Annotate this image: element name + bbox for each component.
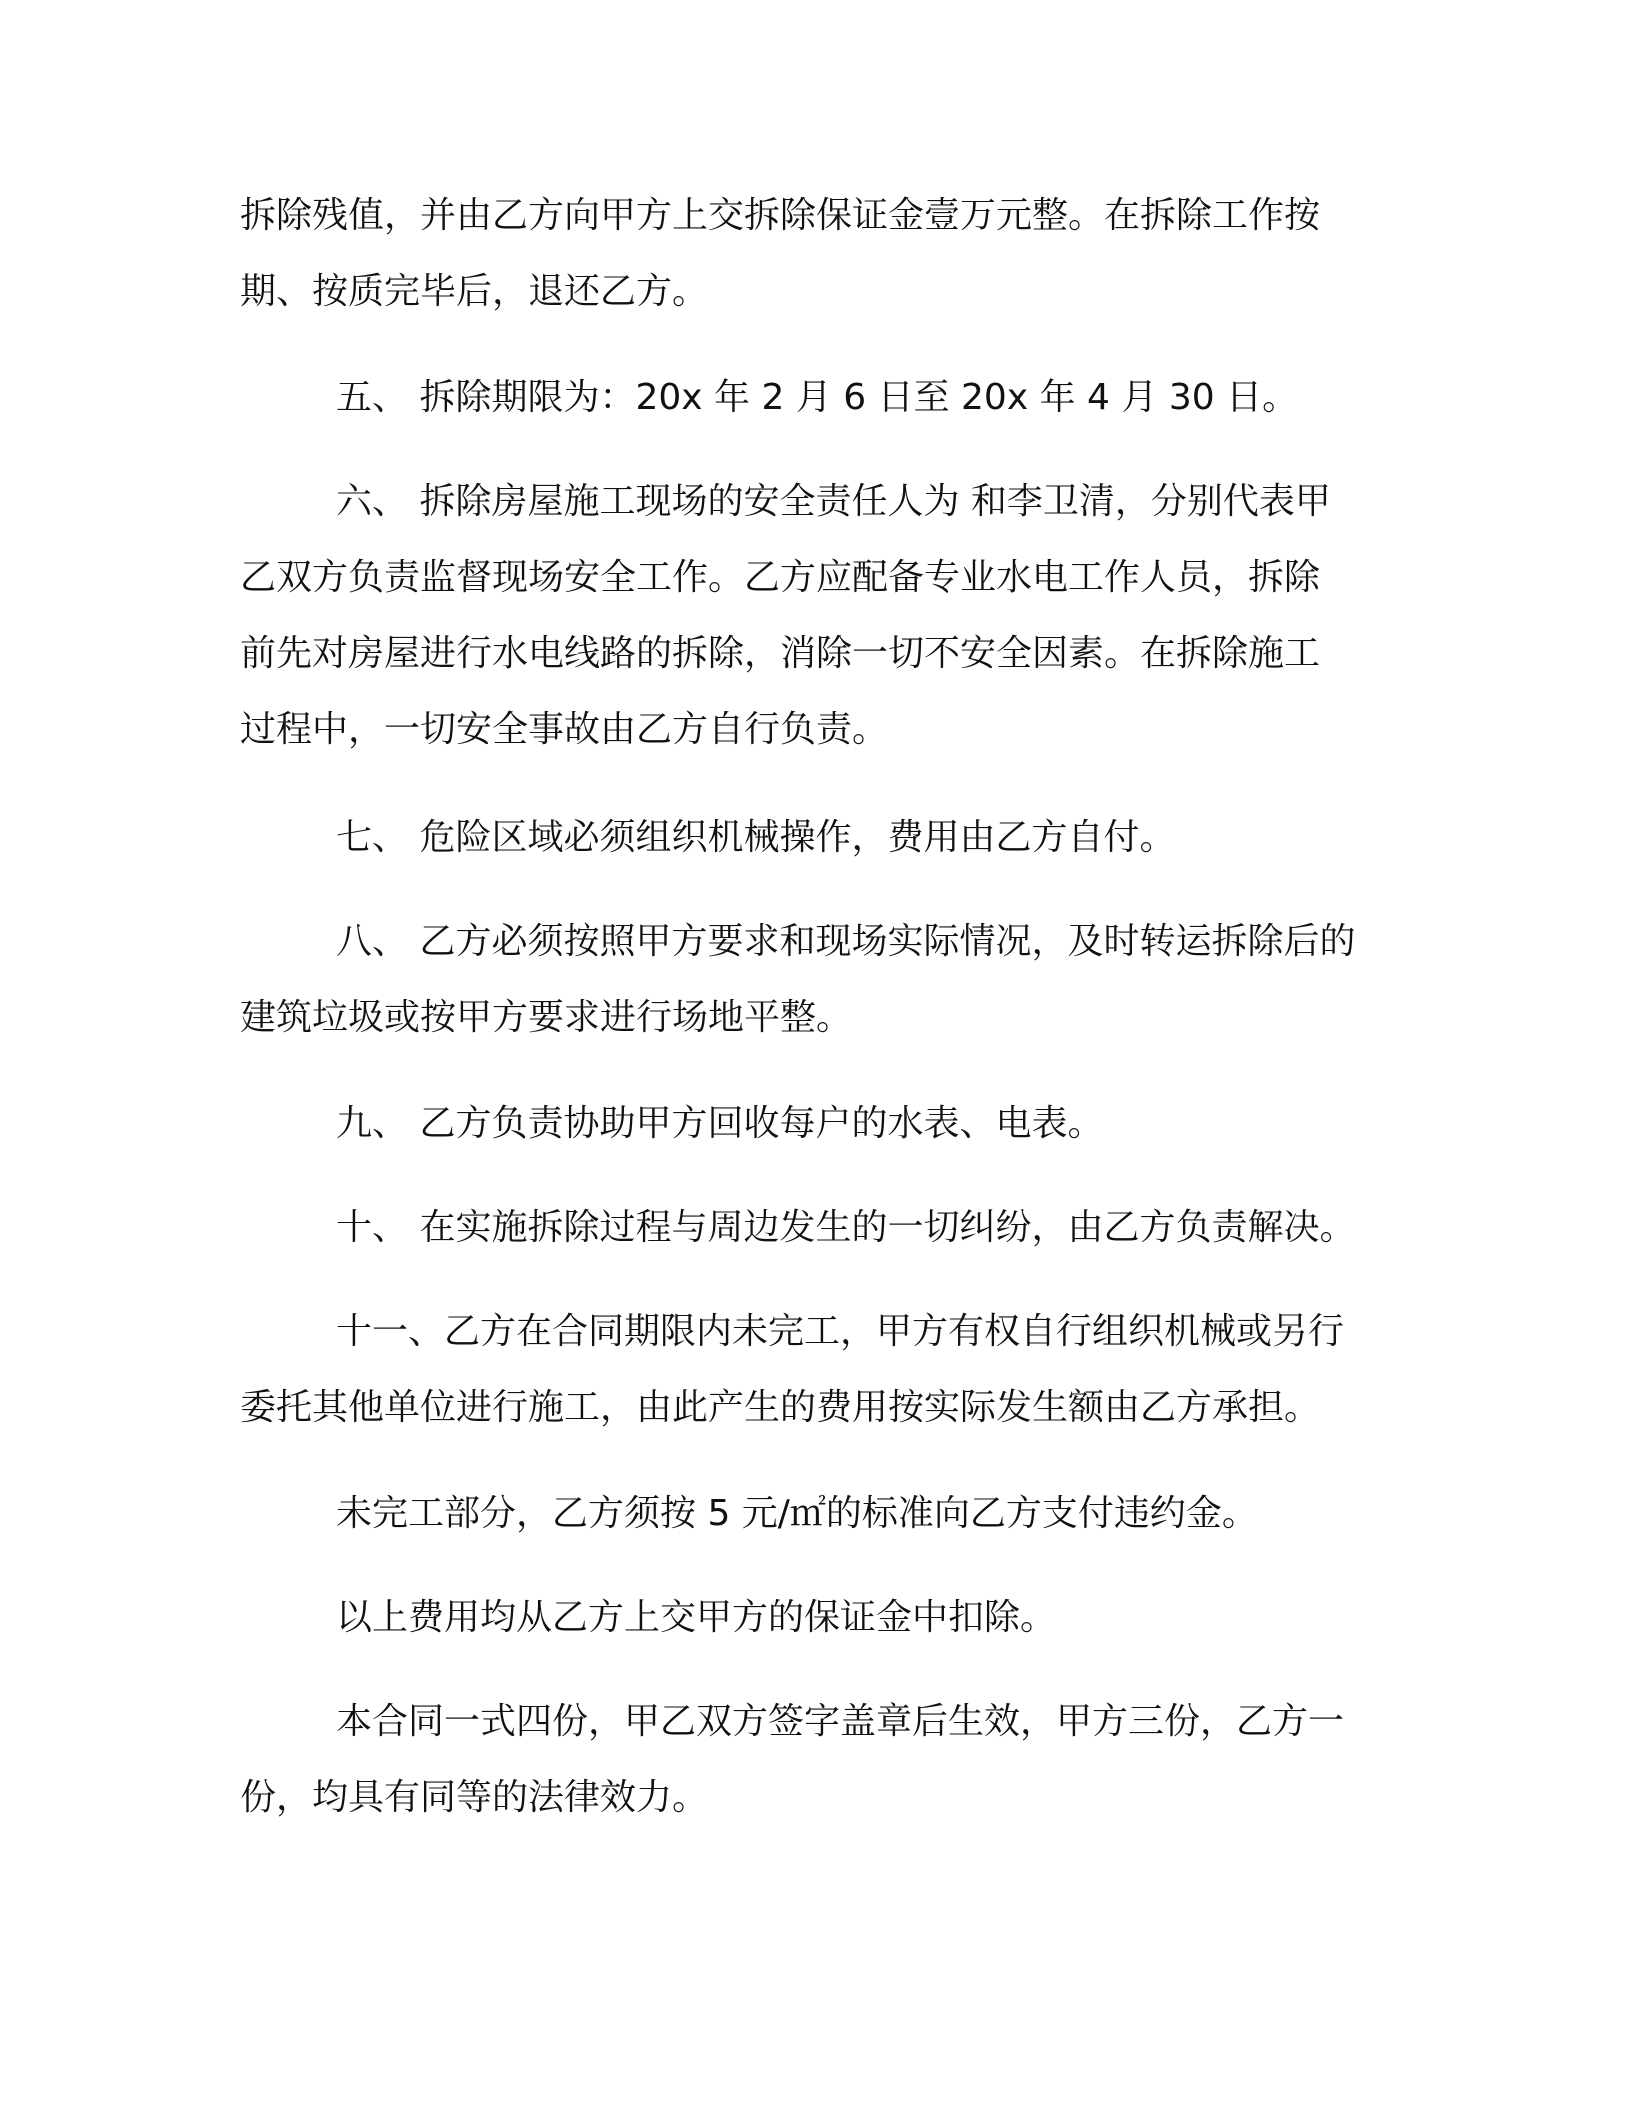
paragraph-penalty: [240, 1476, 1380, 1552]
clause-8: [240, 904, 1380, 1056]
text-line: 前先对房屋进行水电线路的拆除，消除一切不安全因素。在拆除施工: [240, 633, 1321, 674]
text-line: 乙双方负责监督现场安全工作。乙方应配备专业水电工作人员，拆除: [240, 557, 1321, 598]
text-line: 本合同一式四份，甲乙双方签字盖章后生效，甲方三份，乙方一: [336, 1701, 1345, 1742]
text-line: 十一、乙方在合同期限内未完工，甲方有权自行组织机械或另行: [336, 1311, 1345, 1352]
text-line: 七、 危险区域必须组织机械操作，费用由乙方自付。: [336, 817, 1176, 858]
text-line: 八、 乙方必须按照甲方要求和现场实际情况，及时转运拆除后的: [336, 921, 1356, 962]
text-line: 委托其他单位进行施工，由此产生的费用按实际发生额由乙方承担。: [240, 1387, 1321, 1428]
text-line: 期、按质完毕后，退还乙方。: [240, 271, 709, 312]
clause-9: [240, 1086, 1380, 1162]
clause-11: [240, 1294, 1380, 1446]
paragraph-copies: [240, 1684, 1380, 1836]
text-line: 六、 拆除房屋施工现场的安全责任人为 和李卫清，分别代表甲: [336, 481, 1331, 522]
clause-10: [240, 1190, 1380, 1266]
text-line: 建筑垃圾或按甲方要求进行场地平整。: [240, 997, 853, 1038]
text-line: 五、 拆除期限为：20x 年 2 月 6 日至 20x 年 4 月 30 日。: [336, 377, 1299, 418]
text-line: 拆除残值，并由乙方向甲方上交拆除保证金壹万元整。在拆除工作按: [240, 195, 1321, 236]
text-line: 以上费用均从乙方上交甲方的保证金中扣除。: [336, 1597, 1057, 1638]
paragraph-deduction: [240, 1580, 1380, 1656]
clause-6: [240, 464, 1380, 768]
text-line: 十、 在实施拆除过程与周边发生的一切纠纷，由乙方负责解决。: [336, 1207, 1356, 1248]
clause-7: [240, 800, 1380, 876]
paragraph-deposit: [240, 178, 1380, 330]
text-line: 份，均具有同等的法律效力。: [240, 1777, 709, 1818]
text-line: 未完工部分，乙方须按 5 元/㎡的标准向乙方支付违约金。: [336, 1493, 1258, 1534]
text-line: 九、 乙方负责协助甲方回收每户的水表、电表。: [336, 1103, 1104, 1144]
clause-5: [240, 360, 1380, 436]
text-line: 过程中，一切安全事故由乙方自行负责。: [240, 709, 889, 750]
